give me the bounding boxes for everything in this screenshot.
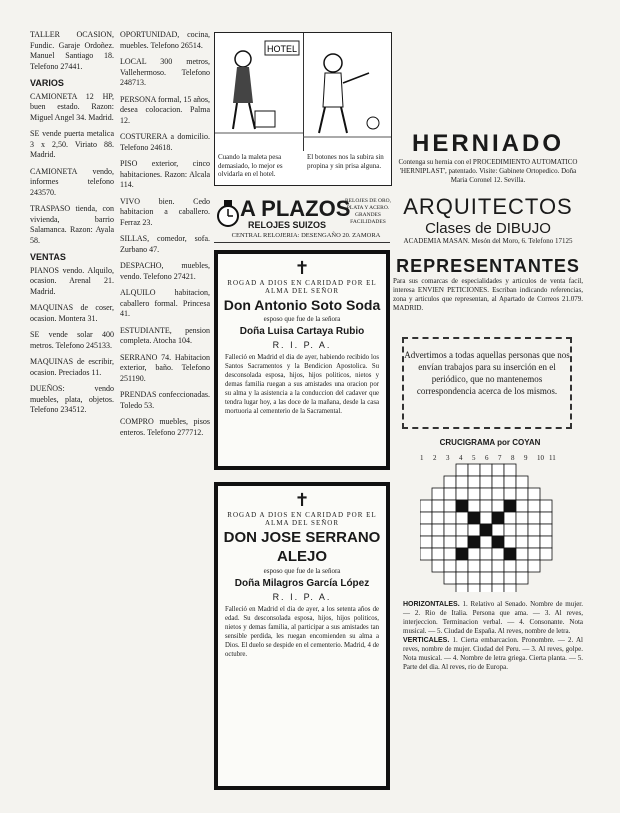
classified-item: OPORTUNIDAD, cocina, muebles. Telefono 26514. <box>120 30 210 50</box>
arquitectos-subtitle: Clases de DIBUJO <box>425 220 551 237</box>
ad-plazos-title: A PLAZOS <box>240 196 351 221</box>
ad-representantes <box>393 256 583 313</box>
obituary-preamble: ROGAD A DIOS EN CARIDAD POR EL ALMA DEL SEÑOR <box>227 279 377 295</box>
obituary-rip: R. I. P. A. <box>272 592 332 602</box>
crossword-cell <box>516 512 528 524</box>
crossword-cell <box>492 536 504 548</box>
ad-plazos-address: CENTRAL RELOJERIA: DESENGAÑO 20. ZAMORA <box>231 232 381 239</box>
comic-caption-left: Cuando la maleta pesa demasiado, lo mejor es olvidarla en el hotel. <box>218 153 283 178</box>
comic-panel-left <box>215 33 304 151</box>
classified-item: PRENDAS confeccionadas. Toledo 53. <box>120 390 210 410</box>
crossword-cell <box>480 500 492 512</box>
classifieds-column-1 <box>30 30 114 422</box>
classified-item: VIVO bien. Cedo habitacion a caballero. Ferraz 23. <box>120 196 210 227</box>
section-heading-ventas: VENTAS <box>30 252 66 262</box>
crossword-cell <box>504 572 516 584</box>
crossword-cell <box>444 524 456 536</box>
crossword-cell <box>456 464 468 476</box>
herniado-title: HERNIADO <box>411 130 564 157</box>
clues-vertical-text: 1. Cierta embarcacion. Pronombre. — 2. Al reves, nombre de mujer. Ciudad del Peru. — 3. Al reves, golpe. Nota musical. — 4. Nombre de letra griega. Cierta planta. — 5. Parte del dia. Al reves, rio de Europa. <box>403 636 583 671</box>
crossword-cell <box>468 512 480 524</box>
crossword-cell <box>516 476 528 488</box>
crossword-cell <box>468 536 480 548</box>
crossword-cell <box>444 548 456 560</box>
crossword-cell <box>432 524 444 536</box>
crossword-cell <box>480 476 492 488</box>
crossword-cell <box>468 572 480 584</box>
ad-plazos-right-text: RELOJES DE ORO, PLATA Y ACERO. GRANDES FACILIDADES <box>345 198 391 225</box>
obituary-spouse: Doña Luisa Cartaya Rubio <box>239 326 365 337</box>
section-heading-varios: VARIOS <box>30 78 64 88</box>
obituary-body: Falleció en Madrid el dia de ayer, habiendo recibido los Santos Sacramentos y la Bendicion Apostolica. Su desconsolada esposa, hijos, hijos politicos, nietos y demas familia ruegan a sus amistades una oracion por su alma y la asistencia a la conduccion del cadaver que tendra lugar hoy, a las doce de la mañana, desde la casa mortuoria al cementerio de la Sacramental. <box>225 354 379 415</box>
crossword-cell <box>492 512 504 524</box>
clues-vertical-heading: VERTICALES. <box>403 637 450 644</box>
crossword-cell <box>504 464 516 476</box>
crossword-grid <box>420 452 560 592</box>
crossword-column-numbers <box>420 454 560 464</box>
clues-horizontal-text: 1. Relativo al Senado. Nombre de mujer. — 2. Rio de Italia. Persona que ama. — 3. Al reves, interjeccion. Terminacion verbal. — 4. Consonante. Nota musical. — 5. Ciudad de España. Al reves, nombre de letra. <box>403 600 583 635</box>
crossword-cell <box>468 560 480 572</box>
crossword-number: 9 <box>524 454 528 462</box>
crossword-cell <box>492 488 504 500</box>
crossword-number: 6 <box>485 454 489 462</box>
classified-item: COMPRO muebles, pisos enteros. Telefono 277712. <box>120 417 210 437</box>
herniado-body: Contenga su hernia con el PROCEDIMIENTO AUTOMATICO 'HERNIPLAST', patentado. Visite: Gabinete Ortopedico. Doña Maria Coronel 12. Sevilla. <box>398 158 578 184</box>
crossword-cell <box>480 464 492 476</box>
classified-item: TALLER OCASION, Fundic. Garaje Ordoñez. Manuel Santiago 18. Telefono 27441. <box>30 30 114 71</box>
crossword-cell <box>504 548 516 560</box>
obituary-1 <box>214 250 390 470</box>
crossword-cell <box>456 572 468 584</box>
ad-arquitectos <box>393 194 583 245</box>
classified-item: DUEÑOS: vendo muebles, plata, objetos. Telefono 234512. <box>30 384 114 414</box>
classified-item: COSTURERA a domicilio. Telefono 24618. <box>120 132 210 152</box>
crossword-cell <box>504 512 516 524</box>
cross-icon: ✝ <box>294 490 310 510</box>
crossword-cell <box>468 524 480 536</box>
crossword-cell <box>468 584 480 592</box>
crossword-cell <box>420 512 432 524</box>
comic-panel-right <box>303 33 391 151</box>
crossword-cell <box>444 488 456 500</box>
crossword-cell <box>432 500 444 512</box>
obituary-spouse: Doña Milagros García López <box>234 578 370 589</box>
representantes-title: REPRESENTANTES <box>396 256 580 276</box>
crossword-cell <box>492 476 504 488</box>
classified-item: SE vende solar 400 metros. Telefono 245133. <box>30 330 114 350</box>
crossword-cell <box>420 536 432 548</box>
crossword-number: 2 <box>433 454 437 462</box>
crossword-cell <box>516 536 528 548</box>
crossword-cell <box>528 536 540 548</box>
crossword-cell <box>444 560 456 572</box>
crossword-cell <box>516 560 528 572</box>
crossword-cell <box>420 524 432 536</box>
crossword-cell <box>492 548 504 560</box>
crossword-cell <box>528 512 540 524</box>
crossword-cell <box>492 500 504 512</box>
crossword-cell <box>480 584 492 592</box>
crossword-cell <box>456 476 468 488</box>
crossword-cell <box>504 524 516 536</box>
crossword-cell <box>540 548 552 560</box>
crossword-cell <box>492 464 504 476</box>
crossword-cell <box>468 476 480 488</box>
classified-item: TRASPASO tienda, con vivienda, barrio Salamanca. Razon: Ayala 58. <box>30 204 114 245</box>
classified-item: DESPACHO, muebles, vendo. Telefono 27421. <box>120 261 210 281</box>
crossword-cell <box>432 512 444 524</box>
crossword-cell <box>516 548 528 560</box>
crossword-number: 8 <box>511 454 515 462</box>
classified-item: MAQUINAS de coser, ocasion. Montera 31. <box>30 303 114 323</box>
classified-item: LOCAL 300 metros, Vallehermoso. Telefono 248713. <box>120 57 210 87</box>
crossword-cell <box>456 524 468 536</box>
crossword-cell <box>504 536 516 548</box>
crossword-cell <box>504 500 516 512</box>
crossword-number: 4 <box>459 454 463 462</box>
obituary-relation: esposo que fue de la señora <box>263 315 341 323</box>
crossword-cell <box>540 524 552 536</box>
crossword-cell <box>468 488 480 500</box>
crossword-number: 11 <box>549 454 556 462</box>
classified-item: SERRANO 74. Habitacion exterior, baño. Telefono 251190. <box>120 352 210 383</box>
crossword-cell <box>504 488 516 500</box>
crossword-cell <box>504 560 516 572</box>
crossword-cell <box>528 524 540 536</box>
cross-icon: ✝ <box>294 258 310 278</box>
crossword-cell <box>516 524 528 536</box>
crossword-number: 3 <box>446 454 450 462</box>
classified-item: MAQUINAS de escribir, ocasion. Preciados 11. <box>30 357 114 377</box>
crossword-cell <box>468 464 480 476</box>
crossword-clues <box>403 600 583 672</box>
crossword-cell <box>540 512 552 524</box>
editorial-notice <box>402 337 572 429</box>
comic-caption-right: El botones nos la subira sin propina y sin prisa alguna. <box>307 153 384 170</box>
obituary-body: Falleció en Madrid el dia de ayer, a los setenta años de edad. Su desconsolada esposa, hijos, hijos politicos, nietos y demas familia, al participar a sus amistades tan sensible perdida, les ruegan encomienden su alma a Dios. El duelo se despide en el cementerio. Madrid, 4 de octubre. <box>225 606 379 658</box>
crossword-cell <box>528 560 540 572</box>
ad-plazos-subtitle: RELOJES SUIZOS <box>248 220 327 230</box>
crossword-cell <box>432 536 444 548</box>
crossword-cell <box>444 536 456 548</box>
classified-item: CAMIONETA 12 HP, buen estado. Razon: Miguel Angel 34. Madrid. <box>30 91 114 122</box>
obituary-2 <box>214 482 390 790</box>
crossword-cell <box>540 536 552 548</box>
obituary-rip: R. I. P. A. <box>272 340 332 350</box>
ad-herniado <box>393 130 583 185</box>
crossword-cell <box>480 488 492 500</box>
classified-item: SE vende puerta metalica 3 x 2,50. Viriato 88. Madrid. <box>30 129 114 159</box>
crossword-cell <box>456 500 468 512</box>
crossword-title: CRUCIGRAMA por COYAN <box>439 438 541 447</box>
crossword-cell <box>468 548 480 560</box>
crossword-cell <box>504 584 516 592</box>
arquitectos-body: ACADEMIA MASAN. Mesón del Moro, 6. Telefono 17125 <box>403 237 573 245</box>
crossword-cell <box>420 500 432 512</box>
comic-strip <box>214 32 392 186</box>
obituary-name-line1: DON JOSE SERRANO <box>223 529 381 546</box>
crossword-cell <box>528 488 540 500</box>
crossword-cell <box>444 512 456 524</box>
obituary-preamble: ROGAD A DIOS EN CARIDAD POR EL ALMA DEL SEÑOR <box>227 511 377 527</box>
crossword-cell <box>540 500 552 512</box>
crossword-cell <box>480 512 492 524</box>
representantes-body: Para sus comarcas de especialidades y articulos de venta facil, interesa ENVIEN PETICIONES. Escriban indicando referencias, zona y articulos que representan, al Apartado de Correos 21.079. MADRID. <box>393 277 583 312</box>
crossword-cell <box>432 560 444 572</box>
classified-item: ALQUILO habitacion, caballero formal. Princesa 41. <box>120 288 210 318</box>
crossword-cell <box>492 572 504 584</box>
crossword-cell <box>432 488 444 500</box>
crossword-cell <box>456 560 468 572</box>
crossword-cell <box>528 500 540 512</box>
watch-icon <box>216 198 240 230</box>
crossword-cell <box>480 524 492 536</box>
crossword-number: 10 <box>537 454 544 462</box>
crossword-cell <box>468 500 480 512</box>
crossword-cell <box>528 548 540 560</box>
crossword-cell <box>480 572 492 584</box>
hotel-sign: HOTEL <box>266 44 298 54</box>
crossword-cell <box>456 584 468 592</box>
crossword-cell <box>504 476 516 488</box>
crossword-cell <box>420 548 432 560</box>
arquitectos-title: ARQUITECTOS <box>403 194 573 219</box>
crossword-cell <box>492 560 504 572</box>
obituary-name: Don Antonio Soto Soda <box>223 297 381 313</box>
crossword-cell <box>492 524 504 536</box>
crossword-cell <box>516 572 528 584</box>
crossword-cell <box>456 548 468 560</box>
classified-item: PERSONA formal, 15 años, desea colocacion. Palma 12. <box>120 94 210 125</box>
crossword-cell <box>516 500 528 512</box>
classified-item: PISO exterior, cinco habitaciones. Razon: Alcala 114. <box>120 159 210 189</box>
ad-relojes <box>214 196 390 243</box>
crossword-number: 5 <box>472 454 476 462</box>
crossword-number: 7 <box>498 454 502 462</box>
crossword-cell <box>444 500 456 512</box>
crossword-cell <box>456 488 468 500</box>
crossword-cell <box>444 476 456 488</box>
clues-horizontal-heading: HORIZONTALES. <box>403 601 460 608</box>
classified-item: CAMIONETA vendo, informes telefono 243570. <box>30 166 114 197</box>
obituary-name-line2: ALEJO <box>276 548 327 565</box>
crossword-cell <box>432 548 444 560</box>
classified-item: ESTUDIANTE, pension completa. Atocha 104. <box>120 325 210 345</box>
comic-drawing-left <box>215 33 303 151</box>
crossword-cell <box>456 536 468 548</box>
editorial-notice-text: Advertimos a todas aquellas personas que nos envían trabajos para su inserción en el periódico, que no mantenemos correspondencia acerca de los mismos. <box>404 350 570 396</box>
crossword-cell <box>516 488 528 500</box>
crossword-cell <box>480 560 492 572</box>
crossword-cell <box>480 548 492 560</box>
classified-item: SILLAS, comedor, sofa. Zurbano 47. <box>120 234 210 254</box>
crossword-number: 1 <box>420 454 424 462</box>
crossword-cell <box>480 536 492 548</box>
crossword-cell <box>492 584 504 592</box>
obituary-relation: esposo que fue de la señora <box>263 567 341 575</box>
classifieds-column-2 <box>120 30 210 444</box>
crossword-cell <box>444 572 456 584</box>
crossword-cell <box>456 512 468 524</box>
comic-drawing-right <box>303 33 391 151</box>
classified-item: PIANOS vendo. Alquilo, ocasion. Arenal 21. Madrid. <box>30 265 114 296</box>
